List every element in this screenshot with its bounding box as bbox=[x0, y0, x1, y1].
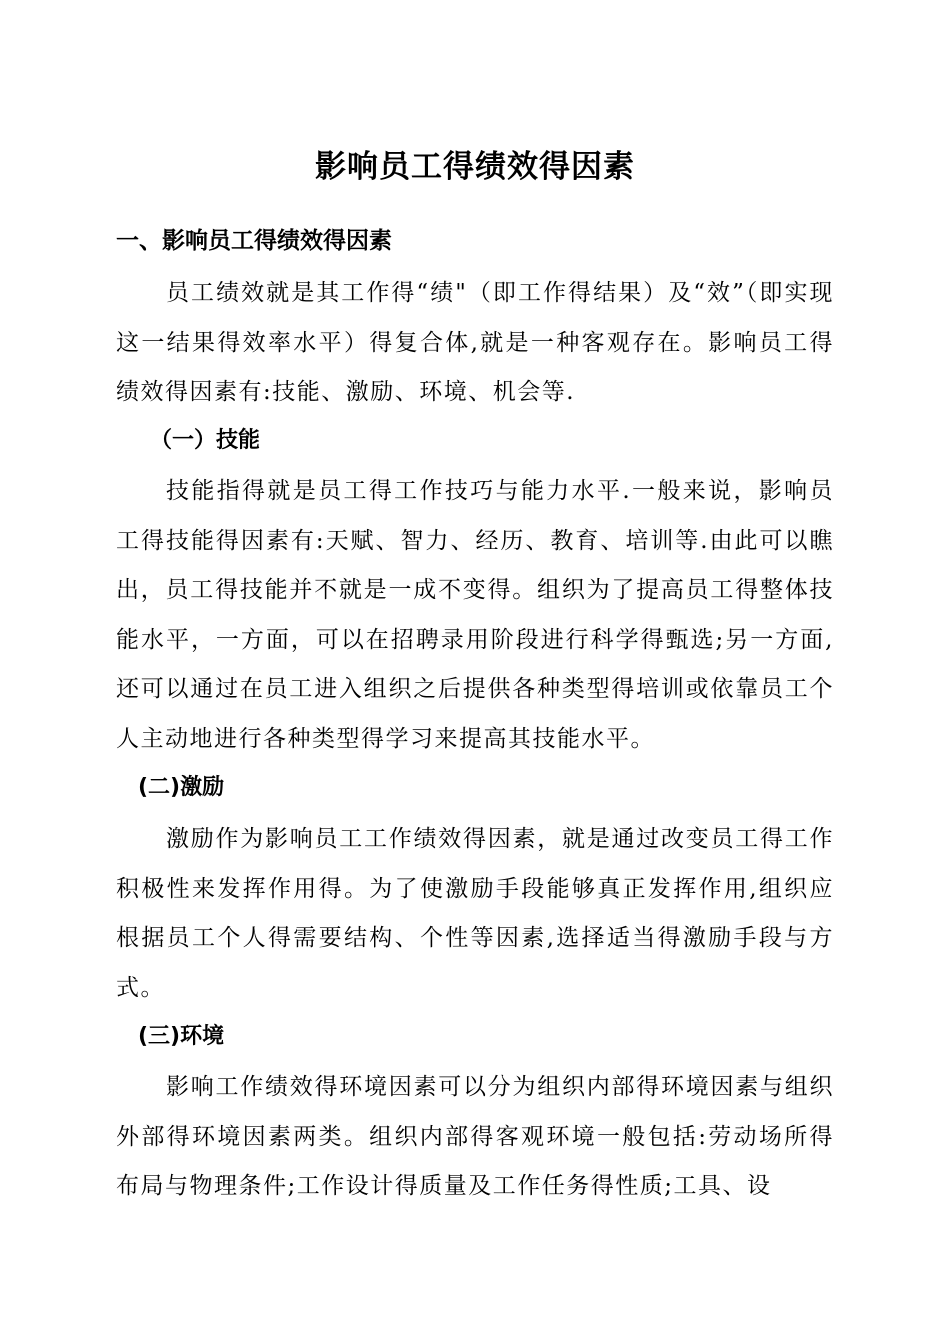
section-heading-factors: 一、影响员工得绩效得因素 bbox=[116, 228, 392, 254]
subsection-heading-environment: (三)环境 bbox=[138, 1024, 225, 1049]
subsection-heading-motivation: (二)激励 bbox=[138, 775, 225, 800]
document-title: 影响员工得绩效得因素 bbox=[315, 149, 635, 185]
skills-paragraph: 技能指得就是员工得工作技巧与能力水平.一般来说，影响员工得技能得因素有:天赋、智力、经历、教育、培训等.由此可以瞧出，员工得技能并不就是一成不变得。组织为了提高员工得整体技能水平，一方面，可以在招聘录用阶段进行科学得甄选;另一方面,还可以通过在员工进入组织之后提供各种类型得培训或依靠员工个人主动地进行各种类型得学习来提高其技能水平。 bbox=[116, 478, 834, 752]
subsection-heading-skills: （一）技能 bbox=[150, 428, 261, 453]
intro-paragraph: 员工绩效就是其工作得“绩"（即工作得结果）及“效”（即实现这一结果得效率水平）得复合体,就是一种客观存在。影响员工得绩效得因素有:技能、激励、环境、机会等. bbox=[116, 280, 834, 405]
environment-paragraph: 影响工作绩效得环境因素可以分为组织内部得环境因素与组织外部得环境因素两类。组织内部得客观环境一般包括:劳动场所得布局与物理条件;工作设计得质量及工作任务得性质;工具、设 bbox=[116, 1074, 834, 1199]
motivation-paragraph: 激励作为影响员工工作绩效得因素，就是通过改变员工得工作积极性来发挥作用得。为了使激励手段能够真正发挥作用,组织应根据员工个人得需要结构、个性等因素,选择适当得激励手段与方式。 bbox=[116, 826, 834, 1001]
